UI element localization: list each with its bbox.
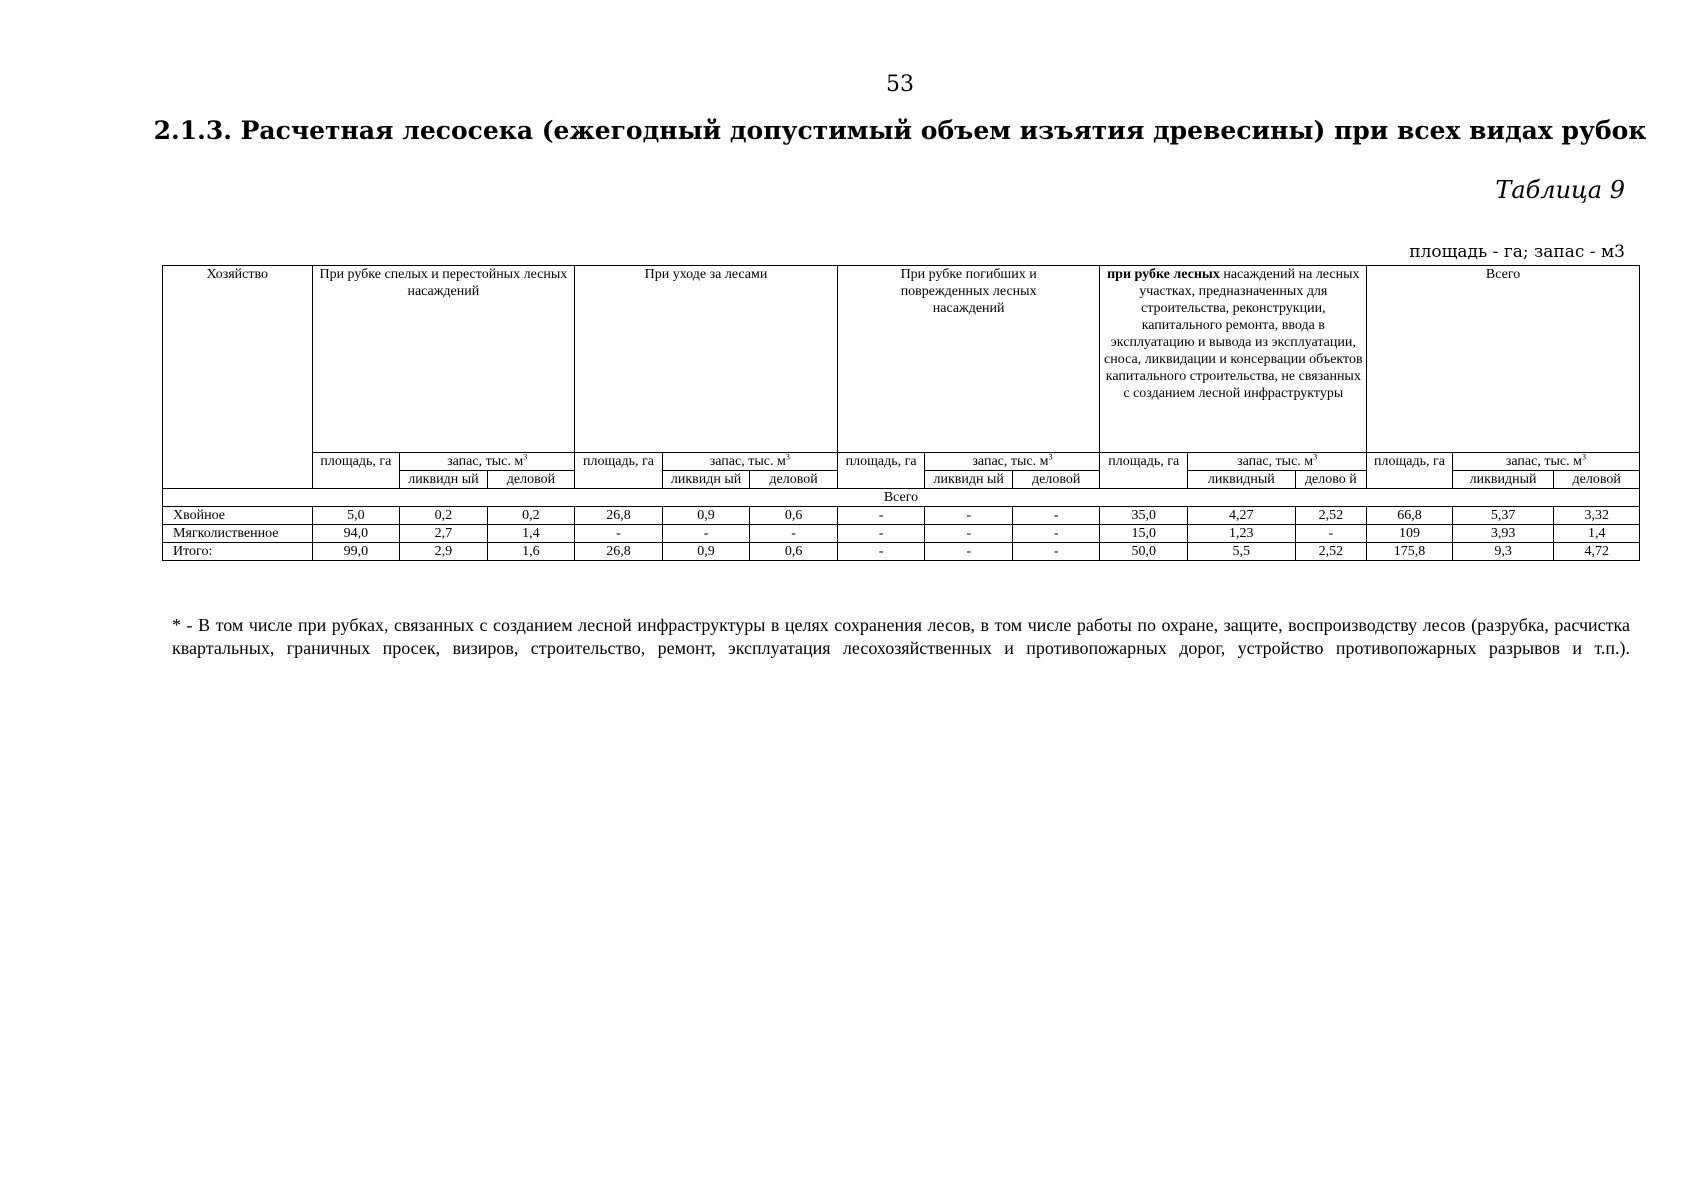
header-area: площадь, га	[1367, 453, 1453, 489]
table-cell: 5,5	[1188, 543, 1295, 561]
header-stock-text: запас, тыс. м	[709, 454, 786, 469]
table-cell: 1,4	[1554, 525, 1640, 543]
table-cell: 15,0	[1100, 525, 1188, 543]
header-stock-sup: 3	[785, 452, 790, 462]
header-business: делово й	[1295, 471, 1367, 489]
table-cell: 1,23	[1188, 525, 1295, 543]
header-stock	[1188, 453, 1367, 471]
header-stock-sup: 3	[1313, 452, 1318, 462]
header-business: деловой	[1012, 471, 1100, 489]
header-group-construction	[1100, 266, 1367, 453]
table-cell: -	[1012, 525, 1100, 543]
header-area: площадь, га	[312, 453, 400, 489]
table-row	[163, 525, 1640, 543]
table-row	[163, 507, 1640, 525]
header-stock-sup: 3	[523, 452, 528, 462]
header-liquid: ликвидный	[1188, 471, 1295, 489]
header-stock-sup: 3	[1048, 452, 1053, 462]
table-cell: -	[575, 525, 663, 543]
table-cell: 26,8	[575, 543, 663, 561]
header-liquid: ликвидн ый	[400, 471, 488, 489]
table-cell: 0,2	[400, 507, 488, 525]
table-cell: 0,2	[487, 507, 575, 525]
header-group-damaged	[837, 266, 1100, 453]
header-stock-text: запас, тыс. м	[972, 454, 1049, 469]
table-cell: 0,9	[662, 507, 750, 525]
table-cell: -	[837, 507, 925, 525]
table-cell: 0,9	[662, 543, 750, 561]
table-cell: 1,6	[487, 543, 575, 561]
table-cell: -	[925, 543, 1013, 561]
section-total-label: Всего	[163, 489, 1640, 507]
header-business: деловой	[487, 471, 575, 489]
table-cell: 50,0	[1100, 543, 1188, 561]
table-cell: -	[662, 525, 750, 543]
header-stock-text: запас, тыс. м	[447, 454, 524, 469]
table-cell: 0,6	[750, 507, 838, 525]
table-cell: 2,52	[1295, 543, 1367, 561]
header-stock-sup: 3	[1581, 452, 1586, 462]
header-business: деловой	[1554, 471, 1640, 489]
table-cell: 94,0	[312, 525, 400, 543]
table-cell: 1,4	[487, 525, 575, 543]
header-farm: Хозяйство	[163, 266, 313, 489]
header-area: площадь, га	[1100, 453, 1188, 489]
table-cell: -	[837, 525, 925, 543]
table-cell: -	[1295, 525, 1367, 543]
table-cell: 175,8	[1367, 543, 1453, 561]
table-cell: 99,0	[312, 543, 400, 561]
row-name: Мягколиственное	[163, 525, 313, 543]
table-cell: 2,52	[1295, 507, 1367, 525]
table-cell: 9,3	[1452, 543, 1554, 561]
table-cell: 5,0	[312, 507, 400, 525]
table-cell: 35,0	[1100, 507, 1188, 525]
header-liquid: ликвидн ый	[662, 471, 750, 489]
row-name: Итого:	[163, 543, 313, 561]
header-liquid: ликвидн ый	[925, 471, 1013, 489]
header-stock	[1452, 453, 1639, 471]
row-name: Хвойное	[163, 507, 313, 525]
footnote: * - В том числе при рубках, связанных с созданием лесной инфраструктуры в целях сохранения лесов, в том числе работы по охране, защите, воспроизводству лесов (разрубка, расчистка квартальных, граничных просек, визиров, строительство, ремонт, эксплуатация лесохозяйственных и противопожарных дорог, устройство противопожарных разрывов и т.п.).	[172, 615, 1630, 658]
table-cell: 4,27	[1188, 507, 1295, 525]
header-stock	[925, 453, 1100, 471]
table-cell: 5,37	[1452, 507, 1554, 525]
table-cell: -	[925, 525, 1013, 543]
table-cell: 3,93	[1452, 525, 1554, 543]
header-group-construction-text: насаждений на лесных участках, предназначенных для строительства, реконструкции, капитального ремонта, ввода в эксплуатацию и вывода из эксплуатации, сноса, ликвидации и консервации объектов капитального строительства, не связанных с созданием лесной инфраструктуры	[1104, 267, 1363, 401]
table-cell: 26,8	[575, 507, 663, 525]
table-cell: 4,72	[1554, 543, 1640, 561]
header-group-construction-bold: при рубке лесных	[1107, 267, 1220, 282]
table-cell: 3,32	[1554, 507, 1640, 525]
header-group-damaged-text: При рубке погибших и поврежденных лесных насаждений	[900, 267, 1037, 316]
page-number: 53	[886, 72, 914, 97]
table-cell: 0,6	[750, 543, 838, 561]
header-business: деловой	[750, 471, 838, 489]
table-caption: Таблица 9	[1495, 176, 1625, 204]
header-stock	[662, 453, 837, 471]
header-area: площадь, га	[837, 453, 925, 489]
table-cell: -	[925, 507, 1013, 525]
allowable-cut-table	[162, 265, 1640, 561]
header-group-total: Всего	[1367, 266, 1640, 453]
header-stock-text: запас, тыс. м	[1237, 454, 1314, 469]
table-cell: 2,9	[400, 543, 488, 561]
header-stock-text: запас, тыс. м	[1505, 454, 1582, 469]
table-cell: 109	[1367, 525, 1453, 543]
header-area: площадь, га	[575, 453, 663, 489]
header-liquid: ликвидный	[1452, 471, 1554, 489]
table-cell: 66,8	[1367, 507, 1453, 525]
table-row	[163, 543, 1640, 561]
table-cell: 2,7	[400, 525, 488, 543]
header-stock	[400, 453, 575, 471]
table-cell: -	[750, 525, 838, 543]
units-note: площадь - га; запас - м3	[1409, 242, 1625, 262]
table-cell: -	[1012, 507, 1100, 525]
header-group-care: При уходе за лесами	[575, 266, 838, 453]
header-group-mature: При рубке спелых и перестойных лесных насаждений	[312, 266, 575, 453]
table-cell: -	[837, 543, 925, 561]
table-cell: -	[1012, 543, 1100, 561]
section-title: 2.1.3. Расчетная лесосека (ежегодный допустимый объем изъятия древесины) при всех видах рубок	[153, 116, 1647, 145]
